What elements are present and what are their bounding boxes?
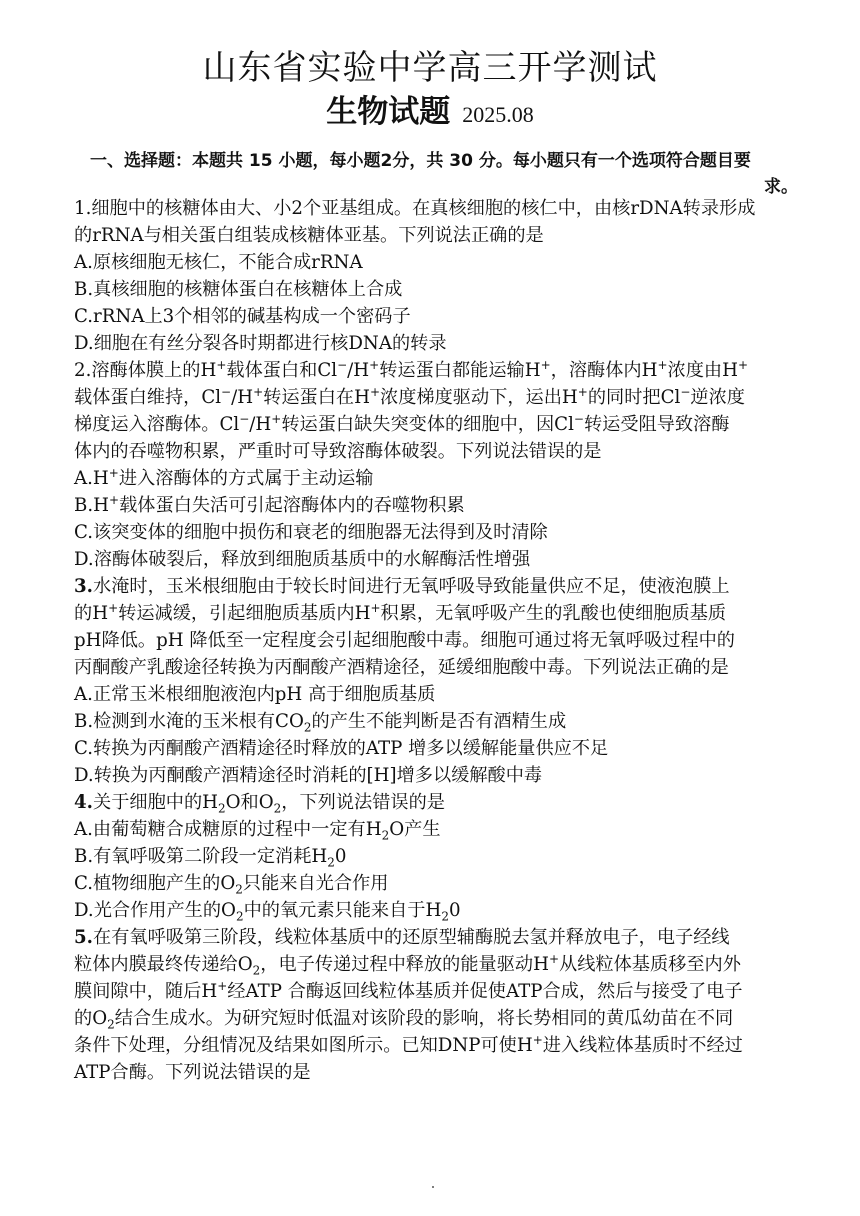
q2-text: 浓度由H bbox=[667, 360, 738, 381]
q2-text: /H bbox=[347, 360, 370, 381]
q2-text: 进入溶酶体的方式属于主动运输 bbox=[118, 468, 374, 489]
superscript: + bbox=[370, 600, 381, 615]
q2-text: 载体蛋白失活可引起溶酶体内的吞噬物积累 bbox=[119, 495, 465, 516]
q2-option-d: D.溶酶体破裂后，释放到细胞质基质中的水解酶活性增强 bbox=[74, 549, 531, 570]
superscript: − bbox=[239, 411, 250, 426]
section-heading bbox=[90, 148, 798, 200]
q4-text: 0 bbox=[334, 846, 347, 867]
q5-text: 进入线粒体基质时不经过 bbox=[542, 1035, 743, 1056]
superscript: + bbox=[577, 384, 588, 399]
q4-option-c bbox=[74, 870, 794, 897]
q2-option-c: C.该突变体的细胞中损伤和衰老的细胞器无法得到及时清除 bbox=[74, 522, 548, 543]
superscript: + bbox=[657, 357, 668, 372]
q4-text: 只能来自光合作用 bbox=[242, 873, 389, 894]
question-number: 4. bbox=[74, 792, 93, 813]
q3-text: 的H bbox=[74, 603, 109, 624]
subscript: 2 bbox=[441, 909, 449, 924]
q3-text: 水淹时，玉米根细胞由于较长时间进行无氧呼吸导致能量供应不足，使液泡膜上 bbox=[93, 576, 730, 597]
q2-text: 的同时把Cl bbox=[587, 387, 681, 408]
q4-stem-line-1 bbox=[74, 789, 794, 816]
subscript: 2 bbox=[107, 1017, 115, 1032]
superscript: + bbox=[737, 357, 749, 372]
subscript: 2 bbox=[235, 909, 244, 924]
q5-text: 粒体内膜最终传递给O bbox=[74, 954, 253, 975]
section-heading-main: 一、选择题：本题共 15 小题，每小题2分，共 30 分。每小题只有一个选项符合题目要 bbox=[90, 151, 751, 171]
superscript: + bbox=[217, 978, 228, 993]
q5-stem-line-5 bbox=[74, 1032, 794, 1059]
q4-option-b bbox=[74, 843, 794, 870]
q2-text: 梯度运入溶酶体。Cl bbox=[74, 414, 240, 435]
q2-text: /H bbox=[231, 387, 254, 408]
q4-text: D.光合作用产生的O bbox=[74, 900, 236, 921]
q2-stem-line-2 bbox=[74, 384, 794, 411]
q3-text: 转运减缓，引起细胞质基质内H bbox=[118, 603, 371, 624]
superscript: − bbox=[680, 384, 691, 399]
q2-text: 逆浓度 bbox=[690, 387, 745, 408]
q4-text: 0 bbox=[448, 900, 461, 921]
q3-option-a: A.正常玉米根细胞液泡内pH 高于细胞质基质 bbox=[74, 684, 436, 705]
q1-stem-line-1: 1.细胞中的核糖体由大、小2个亚基组成。在真核细胞的核仁中，由核rDNA转录形成 bbox=[74, 198, 756, 219]
q3-text: 积累，无氧呼吸产生的乳酸也使细胞质基质 bbox=[380, 603, 727, 624]
q3-option-b bbox=[74, 708, 794, 735]
subscript: 2 bbox=[252, 963, 261, 978]
question-number: 5. bbox=[74, 927, 93, 948]
q4-option-a bbox=[74, 816, 794, 843]
q4-text: 中的氧元素只能来自于H bbox=[243, 900, 442, 921]
q2-text: 转运受阻导致溶酶 bbox=[583, 414, 730, 435]
superscript: − bbox=[221, 384, 232, 399]
q3-stem-line-4: 丙酮酸产乳酸途径转换为丙酮酸产酒精途径，延缓细胞酸中毒。下列说法正确的是 bbox=[74, 657, 729, 678]
subscript: 2 bbox=[381, 828, 390, 843]
q1-option-b: B.真核细胞的核糖体蛋白在核糖体上合成 bbox=[74, 279, 403, 300]
q1-option-d: D.细胞在有丝分裂各时期都进行核DNA的转录 bbox=[74, 333, 447, 354]
q2-text: 载体蛋白和Cl bbox=[226, 360, 338, 381]
subject-title: 生物试题 bbox=[326, 94, 451, 130]
q2-text: 转运蛋白都能运输H bbox=[379, 360, 541, 381]
q2-option-a bbox=[74, 465, 794, 492]
q5-text: 的O bbox=[74, 1008, 108, 1029]
q5-stem-line-6: ATP合酶。下列说法错误的是 bbox=[74, 1062, 311, 1083]
q4-text: B.有氧呼吸第二阶段一定消耗H bbox=[74, 846, 328, 867]
exam-date: 2025.08 bbox=[462, 102, 534, 127]
q4-text: ，下列说法错误的是 bbox=[281, 792, 445, 813]
superscript: + bbox=[369, 384, 381, 399]
superscript: + bbox=[108, 465, 119, 480]
q3-option-d: D.转换为丙酮酸产酒精途径时消耗的[H]增多以缓解酸中毒 bbox=[74, 765, 543, 786]
q2-text: ，溶酶体内H bbox=[550, 360, 658, 381]
scan-speck bbox=[432, 1186, 434, 1188]
superscript: + bbox=[108, 600, 119, 615]
q2-stem-line-1 bbox=[74, 357, 794, 384]
question-number: 3. bbox=[74, 576, 93, 597]
q2-text: 转运蛋白缺失突变体的细胞中，因Cl bbox=[281, 414, 574, 435]
q2-text: B.H bbox=[74, 495, 110, 516]
subscript: 2 bbox=[303, 720, 312, 735]
q4-text: C.植物细胞产生的O bbox=[74, 873, 236, 894]
q2-text: /H bbox=[249, 414, 272, 435]
q1-option-c: C.rRNA上3个相邻的碱基构成一个密码子 bbox=[74, 306, 411, 327]
q5-text: 从线粒体基质移至内外 bbox=[559, 954, 741, 975]
q5-stem-line-3 bbox=[74, 978, 794, 1005]
q3-stem-line-3: pH降低。pH 降低至一定程度会引起细胞酸中毒。细胞可通过将无氧呼吸过程中的 bbox=[74, 630, 735, 651]
superscript: − bbox=[337, 357, 348, 372]
subject-line bbox=[0, 86, 860, 131]
q4-option-d bbox=[74, 897, 794, 924]
q5-stem-line-1 bbox=[74, 924, 794, 951]
q2-text: 浓度梯度驱动下，运出H bbox=[380, 387, 578, 408]
q2-stem-line-3 bbox=[74, 411, 794, 438]
q3-option-c: C.转换为丙酮酸产酒精途径时释放的ATP 增多以缓解能量供应不足 bbox=[74, 738, 609, 759]
q4-text: O产生 bbox=[389, 819, 441, 840]
subscript: 2 bbox=[273, 801, 282, 816]
q5-text: ，电子传递过程中释放的能量驱动H bbox=[260, 954, 549, 975]
q3-stem-line-1 bbox=[74, 573, 794, 600]
q5-text: 条件下处理，分组情况及结果如图所示。已知DNP可使H bbox=[74, 1035, 533, 1056]
superscript: + bbox=[109, 492, 120, 507]
q5-text: 经ATP 合酶返回线粒体基质并促使ATP合成，然后与接受了电子 bbox=[227, 981, 743, 1002]
q2-text: 2.溶酶体膜上的H bbox=[74, 360, 217, 381]
q5-text: 在有氧呼吸第三阶段，线粒体基质中的还原型辅酶脱去氢并释放电子，电子经线 bbox=[93, 927, 730, 948]
subscript: 2 bbox=[327, 855, 335, 870]
superscript: + bbox=[532, 1032, 543, 1047]
q5-stem-line-2 bbox=[74, 951, 794, 978]
subscript: 2 bbox=[235, 882, 243, 897]
superscript: + bbox=[540, 357, 551, 372]
q3-text: B.检测到水淹的玉米根有CO bbox=[74, 711, 304, 732]
q2-text: 载体蛋白维持，Cl bbox=[74, 387, 222, 408]
q2-option-b bbox=[74, 492, 794, 519]
school-title: 山东省实验中学高三开学测试 bbox=[202, 48, 658, 88]
q5-text: 结合生成水。为研究短时低温对该阶段的影响，将长势相同的黄瓜幼苗在不同 bbox=[114, 1008, 734, 1029]
questions-body bbox=[74, 195, 794, 1086]
q1-option-a: A.原核细胞无核仁，不能合成rRNA bbox=[74, 252, 363, 273]
superscript: + bbox=[253, 384, 264, 399]
superscript: + bbox=[271, 411, 282, 426]
q3-stem-line-2 bbox=[74, 600, 794, 627]
section-heading-tail: 求。 bbox=[764, 177, 798, 197]
q2-stem-line-4: 体内的吞噬物积累，严重时可导致溶酶体破裂。下列说法错误的是 bbox=[74, 441, 602, 462]
q4-text: O和O bbox=[225, 792, 274, 813]
subscript: 2 bbox=[218, 801, 226, 816]
superscript: − bbox=[573, 411, 584, 426]
q2-text: 转运蛋白在H bbox=[263, 387, 370, 408]
q4-text: A.由葡萄糖合成糖原的过程中一定有H bbox=[74, 819, 382, 840]
superscript: + bbox=[548, 951, 559, 966]
superscript: + bbox=[369, 357, 380, 372]
q2-text: A.H bbox=[74, 468, 109, 489]
q3-text: 的产生不能判断是否有酒精生成 bbox=[311, 711, 567, 732]
q1-stem-line-2: 的rRNA与相关蛋白组装成核糖体亚基。下列说法正确的是 bbox=[74, 225, 544, 246]
q5-text: 膜间隙中，随后H bbox=[74, 981, 218, 1002]
superscript: + bbox=[216, 357, 227, 372]
q4-text: 关于细胞中的H bbox=[93, 792, 218, 813]
q5-stem-line-4 bbox=[74, 1005, 794, 1032]
